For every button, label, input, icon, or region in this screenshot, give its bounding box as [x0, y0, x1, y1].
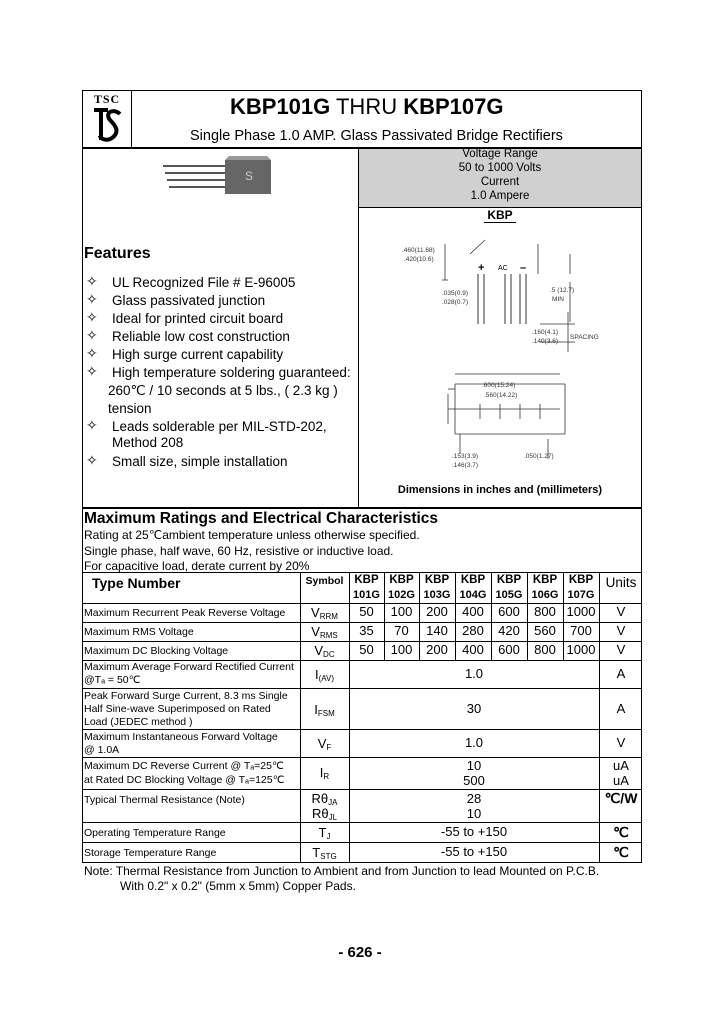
bullet-icon: ✧: [86, 273, 98, 289]
value-cell: 30: [466, 701, 482, 716]
range-line4: 1.0 Ampere: [470, 190, 530, 202]
value-cell: 35: [359, 623, 374, 638]
package-label-underline: [484, 222, 516, 223]
param-symbol: $R\theta_{JL}$: [311, 806, 338, 822]
value-cell: 200: [426, 642, 448, 657]
value-cell: 100: [390, 642, 413, 657]
ratings-heading: Maximum Ratings and Electrical Characteristics: [84, 510, 439, 527]
plus-sign: +: [478, 262, 485, 274]
row-line: [82, 822, 642, 823]
title-thru: THRU: [330, 94, 404, 119]
bullet-icon: ✧: [86, 452, 98, 468]
part-bottom: 107G: [567, 589, 595, 601]
value-cell: 400: [462, 642, 484, 657]
value-cell: 140: [426, 623, 448, 638]
value-cell: 50: [359, 642, 374, 657]
ratings-note1: Rating at 25℃ambient temperature unless otherwise specified.: [84, 528, 420, 542]
param-label: Typical Thermal Resistance (Note): [84, 794, 245, 806]
row-line: [82, 572, 642, 573]
value-cell: 10: [466, 758, 482, 773]
symbol-header: Symbol: [305, 575, 344, 587]
unit-cell: ℃: [613, 844, 629, 860]
part-bottom: 101G: [353, 589, 380, 601]
package-image: [155, 156, 305, 216]
value-cell: 500: [463, 773, 485, 788]
value-cell: 100: [390, 604, 413, 619]
param-label: Operating Temperature Range: [84, 827, 226, 839]
part-top: KBP: [424, 574, 450, 586]
bullet-icon: ✧: [86, 363, 98, 379]
value-cell: 420: [498, 623, 520, 638]
value-cell: -55 to +150: [440, 844, 508, 859]
feature-item-cont: Method 208: [112, 435, 184, 450]
value-cell: 50: [359, 604, 374, 619]
ratings-note3: For capacitive load, derate current by 20%: [84, 559, 310, 573]
param-symbol: $I_R$: [319, 765, 330, 781]
param-label: Maximum Recurrent Peak Reverse Voltage: [84, 607, 286, 619]
units-header: Units: [605, 575, 637, 590]
unit-cell: V: [616, 642, 626, 657]
value-cell: 600: [498, 604, 520, 619]
logo-text: TSC: [93, 92, 121, 106]
param-label: @ 1.0A: [84, 744, 120, 756]
unit-cell: A: [616, 701, 626, 716]
page-subtitle: Single Phase 1.0 AMP. Glass Passivated Bridge Rectifiers: [190, 128, 563, 144]
dimensions-caption: Dimensions in inches and (millimeters): [397, 484, 603, 496]
minus-sign: –: [520, 262, 527, 274]
value-cell: 200: [426, 604, 448, 619]
dim4c: SPACING: [570, 334, 599, 341]
row-line: [82, 688, 642, 689]
param-label: Maximum DC Reverse Current @ Tₐ=25℃: [84, 760, 284, 772]
range-line2: 50 to 1000 Volts: [458, 162, 542, 174]
unit-cell: uA: [613, 758, 629, 773]
row-line: [82, 789, 642, 790]
dim5a: .600(15.24): [482, 382, 516, 389]
ac-label: AC: [498, 265, 508, 272]
feature-item-cont: tension: [108, 401, 152, 416]
part-bottom: 105G: [495, 589, 523, 601]
feature-item: Reliable low cost construction: [112, 329, 290, 344]
dim2a: .035(0.9): [442, 290, 469, 297]
param-symbol: $I_{FSM}$: [314, 702, 335, 718]
part-bottom: 104G: [459, 589, 487, 601]
dim7: .050(1.27): [524, 453, 554, 460]
part-top: KBP: [389, 574, 414, 586]
unit-cell: V: [616, 735, 626, 750]
param-label: Peak Forward Surge Current, 8.3 ms Single: [84, 690, 288, 702]
unit-cell: A: [616, 666, 626, 681]
row-line: [82, 729, 642, 730]
value-cell: 28: [466, 791, 482, 806]
dim2b: .028(0.7): [442, 299, 469, 306]
value-cell: -55 to +150: [440, 824, 508, 839]
feature-item: High surge current capability: [112, 347, 284, 362]
value-cell: 280: [462, 623, 484, 638]
value-cell: 1.0: [464, 666, 484, 681]
bullet-icon: ✧: [86, 291, 98, 307]
param-symbol: $V_{RRM}$: [311, 605, 338, 621]
part-bottom: 106G: [531, 589, 559, 601]
value-cell: 560: [534, 623, 556, 638]
package-label: KBP: [487, 208, 513, 222]
value-cell: 70: [394, 623, 409, 638]
param-symbol: $T_{STG}$: [312, 845, 337, 861]
param-label: Maximum Average Forward Rectified Current: [84, 661, 294, 673]
param-symbol: $T_J$: [318, 825, 331, 841]
value-cell: 600: [498, 642, 520, 657]
feature-item: Ideal for printed circuit board: [112, 311, 284, 326]
unit-cell: V: [616, 604, 626, 619]
dim6a: .153(3.9): [452, 453, 479, 460]
features-heading: Features: [84, 245, 151, 262]
title-part2: KBP107G: [403, 94, 504, 119]
feature-item: Small size, simple installation: [112, 454, 288, 469]
param-label: Maximum Instantaneous Forward Voltage: [84, 731, 278, 743]
value-cell: 1000: [566, 642, 596, 657]
unit-cell: uA: [613, 773, 629, 788]
feature-item: High temperature soldering guaranteed:: [112, 365, 351, 380]
unit-cell: ℃: [613, 824, 629, 840]
ratings-note2: Single phase, half wave, 60 Hz, resistive or inductive load.: [84, 544, 394, 558]
value-cell: 800: [534, 604, 556, 619]
param-label: @Tₐ = 50℃: [84, 674, 141, 686]
page-title: [230, 94, 504, 120]
footnote-line1: Note: Thermal Resistance from Junction to Ambient and from Junction to lead Mounted on P.C.B.: [84, 864, 600, 878]
part-top: KBP: [496, 574, 522, 586]
tsc-logo: [86, 92, 128, 144]
param-label: Load (JEDEC method ): [84, 716, 193, 728]
logo-divider: [131, 90, 132, 148]
param-label: at Rated DC Blocking Voltage @ Tₐ=125℃: [84, 774, 285, 786]
part-bottom: 103G: [423, 589, 451, 601]
feature-item: UL Recognized File # E-96005: [112, 275, 296, 290]
value-cell: 700: [570, 623, 592, 638]
part-top: KBP: [460, 574, 486, 586]
page-number: - 626 -: [338, 944, 382, 961]
range-line3: Current: [480, 176, 520, 188]
dimension-diagram: [360, 224, 640, 474]
param-label: Maximum RMS Voltage: [84, 626, 194, 638]
row-line: [82, 842, 642, 843]
value-cell: 1.0: [464, 735, 484, 750]
range-line1: Voltage Range: [462, 148, 538, 160]
param-label: Storage Temperature Range: [84, 847, 217, 859]
dim4b: .140(3.6): [532, 338, 559, 345]
feature-item-cont: 260℃ / 10 seconds at 5 lbs., ( 2.3 kg ): [108, 383, 338, 398]
dim1b: .420(10.6): [404, 256, 434, 263]
param-symbol: $V_F$: [317, 736, 332, 752]
param-symbol: $V_{DC}$: [314, 643, 335, 659]
footnote-line2: With 0.2" x 0.2" (5mm x 5mm) Copper Pads.: [120, 879, 356, 893]
value-cell: 400: [462, 604, 484, 619]
param-symbol: $I_{(AV)}$: [314, 667, 335, 683]
param-symbol: $V_{RMS}$: [311, 624, 338, 640]
logo-mark-icon: [86, 106, 128, 144]
svg-text:S: S: [245, 169, 254, 183]
dim1a: .460(11.68): [402, 247, 435, 254]
param-label: Half Sine-wave Superimposed on Rated: [84, 703, 271, 715]
dim4a: .160(4.1): [532, 329, 559, 336]
dim5b: .560(14.22): [484, 392, 518, 399]
dim6b: .146(3.7): [452, 462, 479, 469]
value-cell: 800: [534, 642, 556, 657]
part-bottom: 102G: [388, 589, 415, 601]
value-cell: 10: [466, 806, 482, 821]
feature-item: Leads solderable per MIL-STD-202,: [112, 419, 327, 434]
value-cell: 1000: [566, 604, 596, 619]
feature-item: Glass passivated junction: [112, 293, 266, 308]
part-top: KBP: [532, 574, 558, 586]
param-symbol: $R\theta_{JA}$: [311, 791, 338, 807]
title-part1: KBP101G: [230, 94, 331, 119]
param-label: Maximum DC Blocking Voltage: [84, 645, 229, 657]
dim3b: MIN: [552, 296, 564, 303]
unit-cell: ℃/W: [604, 790, 638, 806]
bullet-icon: ✧: [86, 309, 98, 325]
type-number-header: Type Number: [92, 575, 181, 591]
part-top: KBP: [568, 574, 594, 586]
part-top: KBP: [354, 574, 379, 586]
unit-cell: V: [616, 623, 626, 638]
bullet-icon: ✧: [86, 327, 98, 343]
bullet-icon: ✧: [86, 417, 98, 433]
dim3a: .5 (12.7): [550, 287, 575, 294]
bullet-icon: ✧: [86, 345, 98, 361]
